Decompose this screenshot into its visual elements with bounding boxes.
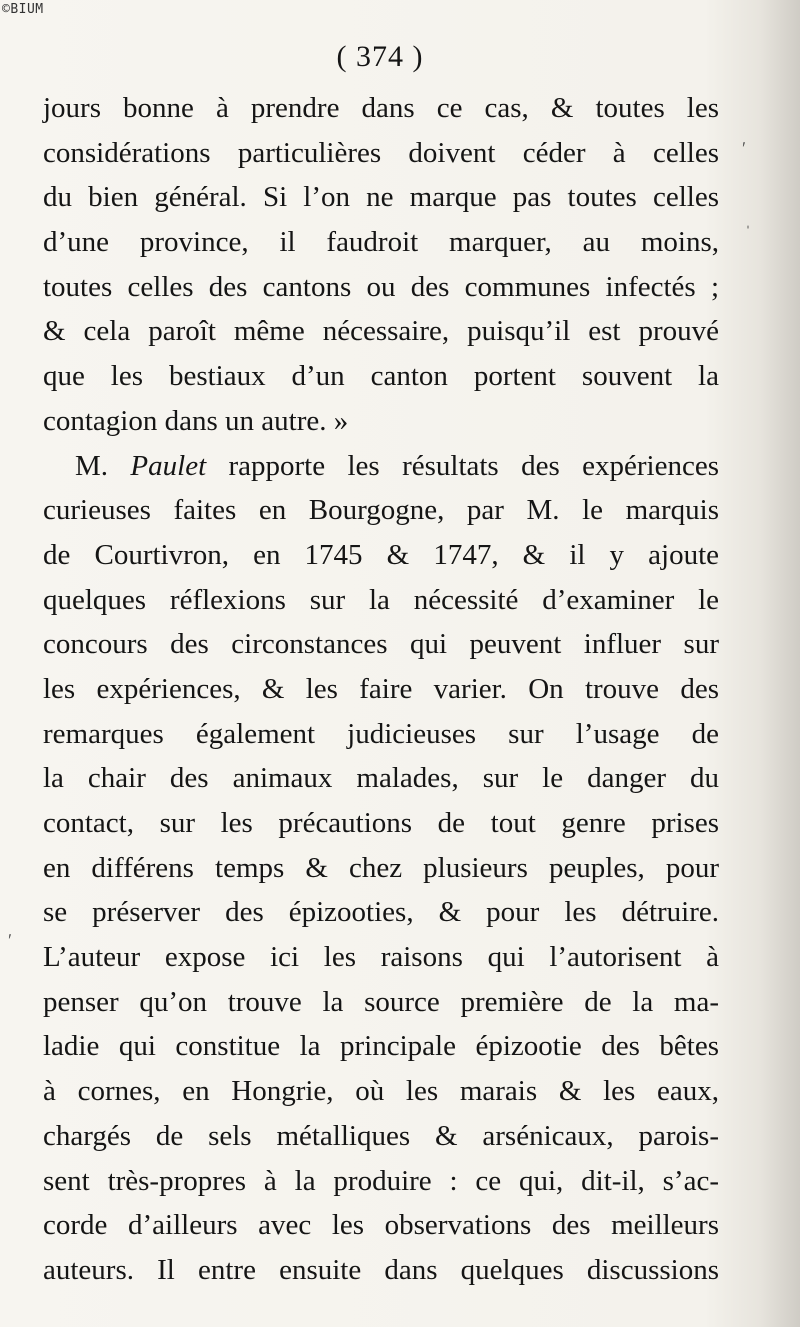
text-line: ladie qui constitue la principale épizootie des bêtes xyxy=(43,1030,719,1063)
text-line: contagion dans un autre. » xyxy=(43,404,349,437)
margin-mark: ʹ xyxy=(8,930,12,950)
margin-mark: ˈ xyxy=(745,222,751,242)
text-line: quelques réflexions sur la nécessité d’examiner le xyxy=(43,583,719,616)
text-line: la chair des animaux malades, sur le danger du xyxy=(43,762,719,795)
text-line: à cornes, en Hongrie, où les marais & les eaux, xyxy=(43,1075,719,1108)
text-line: en différens temps & chez plusieurs peuples, pour xyxy=(43,851,719,884)
text-line: auteurs. Il entre ensuite dans quelques discussions xyxy=(43,1253,719,1286)
page-number: ( 374 ) xyxy=(336,40,424,73)
text-line: corde d’ailleurs avec les observations des meilleurs xyxy=(43,1209,719,1242)
text-line: du bien général. Si l’on ne marque pas toutes celles xyxy=(43,181,719,214)
text-line: contact, sur les précautions de tout genre prises xyxy=(43,807,719,839)
text-line: considérations particulières doivent céder à celles xyxy=(43,136,719,169)
text-line: que les bestiaux d’un canton portent souvent la xyxy=(43,360,719,393)
text-line: curieuses faites en Bourgogne, par M. le marquis xyxy=(43,494,719,527)
text-line: remarques également judicieuses sur l’usage de xyxy=(43,717,719,750)
text-line: chargés de sels métalliques & arsénicaux, parois- xyxy=(43,1119,719,1152)
text-line: M. Paulet rapporte les résultats des expériences xyxy=(75,449,719,482)
text-line: toutes celles des cantons ou des communes infectés ; xyxy=(43,270,719,303)
text-line: jours bonne à prendre dans ce cas, & toutes les xyxy=(43,92,719,124)
text-line: les expériences, & les faire varier. On trouve des xyxy=(43,672,719,705)
text-line: d’une province, il faudroit marquer, au moins, xyxy=(43,226,719,259)
text-line: L’auteur expose ici les raisons qui l’autorisent à xyxy=(43,941,719,974)
text-line: se préserver des épizooties, & pour les détruire. xyxy=(43,896,719,929)
text-line: sent très-propres à la produire : ce qui, dit-il, s’ac- xyxy=(43,1164,719,1197)
text-line: penser qu’on trouve la source première de la ma- xyxy=(43,985,719,1018)
body-text xyxy=(43,86,719,1293)
margin-mark: ʹ xyxy=(742,138,746,158)
italic-name: Paulet xyxy=(130,449,207,482)
text-line: concours des circonstances qui peuvent influer sur xyxy=(43,628,719,661)
watermark: ©BIUM xyxy=(2,2,44,17)
text-line: & cela paroît même nécessaire, puisqu’il est prouvé xyxy=(43,315,719,348)
text-line: de Courtivron, en 1745 & 1747, & il y ajoute xyxy=(43,538,719,571)
